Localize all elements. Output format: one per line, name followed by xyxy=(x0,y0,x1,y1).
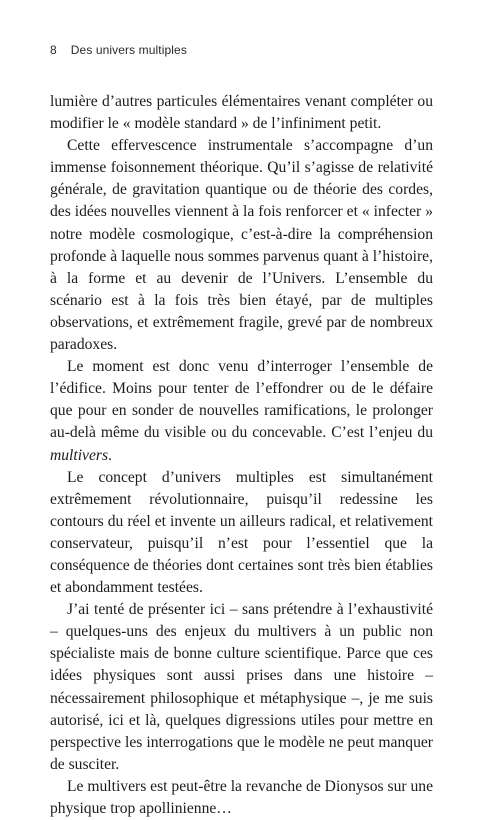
running-title: Des univers multiples xyxy=(70,43,187,57)
paragraph-edifice-end: . xyxy=(108,446,112,464)
paragraph-concept: Le concept d’univers multiples est simultanément extrêmement révolutionnaire, puisqu’il redessine les contours du réel et invente un ailleurs radical, et relativement conservateur, puisqu’il n’est pour l’essentiel que la conséquence de théories dont certaines sont très bien établies et abondamment testées. xyxy=(50,468,433,597)
paragraph-intent: J’ai tenté de présenter ici – sans prétendre à l’exhaustivité – quelques-uns des enjeux du multivers à un public non spécialiste mais de bonne culture scientifique. Parce que ces idées physiques sont aussi prises dans une histoire – nécessairement philosophique et métaphysique –, je me suis autorisé, ici et là, quelques digressions utiles pour mettre en perspective les interrogations que le modèle ne peut manquer de susciter. xyxy=(50,601,433,773)
paragraph-closing: Le multivers est peut-être la revanche de Dionysos sur une physique trop apollinienne… xyxy=(50,777,433,817)
multivers-emphasis: multivers xyxy=(50,446,109,464)
paragraph-edifice xyxy=(50,356,433,466)
paragraph-instrumental: Cette effervescence instrumentale s’accompagne d’un immense foisonnement théorique. Qu’il s’agisse de relativité générale, de gravitation quantique ou de théorie des cordes, des idées nouvelles viennent à la fois renforcer et « infecter » notre modèle cosmologique, c’est-à-dire la compréhension profonde à laquelle nous sommes parvenus quant à l’histoire, à la forme et au devenir de l’Univers. L’ensemble du scénario est à la fois très bien étayé, par de multiples observations, et extrêmement fragile, grevé par de nombreux paradoxes. xyxy=(50,137,433,354)
page-number: 8 xyxy=(50,43,57,57)
running-head xyxy=(50,43,187,57)
body-text xyxy=(50,91,433,820)
paragraph-edifice-text: Le moment est donc venu d’interroger l’ensemble de l’édifice. Moins pour tenter de l’effondrer ou de le défaire que pour en sonder de nouvelles ramifications, le prolonger au-delà même du visible ou du concevable. C’est l’enjeu du xyxy=(50,358,433,442)
paragraph-continuation: lumière d’autres particules élémentaires venant compléter ou modifier le « modèle standard » de l’infiniment petit. xyxy=(50,93,433,133)
